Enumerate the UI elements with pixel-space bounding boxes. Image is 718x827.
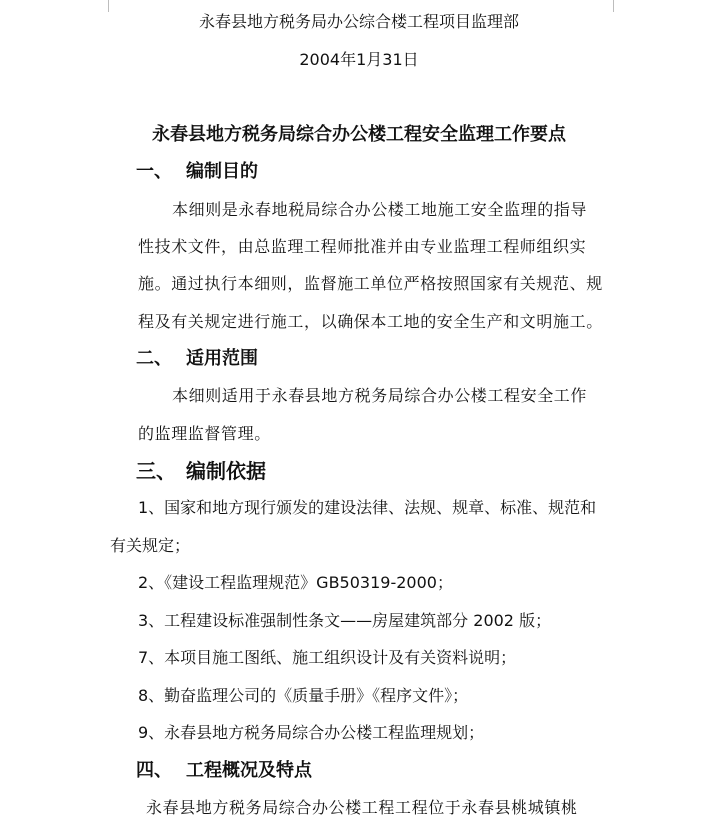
section-title: 适用范围: [186, 348, 258, 369]
paragraph-line: 本细则是永春地税局综合办公楼工地施工安全监理的指导: [172, 200, 588, 219]
section-heading-2: [136, 348, 258, 370]
section-number: 二、: [136, 348, 172, 369]
paragraph-line: 本细则适用于永春县地方税务局综合办公楼工程安全工作: [172, 386, 588, 405]
basis-item: 1、国家和地方现行颁发的建设法律、法规、规章、标准、规范和: [138, 498, 597, 517]
page-corner-mark-right: [613, 0, 628, 12]
section-number: 三、: [136, 459, 176, 483]
date-line: 2004年1月31日: [299, 50, 419, 69]
paragraph-line: 的监理监督管理。: [138, 424, 271, 443]
section-number: 四、: [136, 760, 172, 781]
basis-item: 2、《建设工程监理规范》GB50319-2000；: [138, 573, 453, 592]
paragraph-line: 永春县地方税务局综合办公楼工程工程位于永春县桃城镇桃: [146, 798, 578, 817]
section-heading-4: [136, 760, 312, 782]
paragraph-line: 施。通过执行本细则，监督施工单位严格按照国家有关规范、规: [138, 274, 603, 293]
section-title: 工程概况及特点: [186, 760, 312, 781]
basis-item: 8、勤奋监理公司的《质量手册》《程序文件》；: [138, 686, 469, 705]
section-title: 编制目的: [186, 161, 258, 182]
document-title: 永春县地方税务局综合办公楼工程安全监理工作要点: [152, 124, 566, 145]
paragraph-line: 性技术文件，由总监理工程师批准并由专业监理工程师组织实: [138, 237, 587, 256]
header-line: 永春县地方税务局办公综合楼工程项目监理部: [198, 12, 519, 31]
page-corner-mark-left: [94, 0, 109, 12]
section-heading-3: [136, 459, 266, 483]
basis-item-continuation: 有关规定；: [110, 536, 191, 555]
basis-item: 9、永春县地方税务局综合办公楼工程监理规划；: [138, 723, 485, 742]
basis-item: 3、工程建设标准强制性条文——房屋建筑部分 2002 版；: [138, 611, 552, 630]
paragraph-line: 程及有关规定进行施工，以确保本工地的安全生产和文明施工。: [138, 312, 603, 331]
section-number: 一、: [136, 161, 172, 182]
section-title: 编制依据: [186, 459, 266, 483]
basis-item: 7、本项目施工图纸、施工组织设计及有关资料说明；: [138, 648, 517, 667]
section-heading-1: [136, 161, 258, 183]
